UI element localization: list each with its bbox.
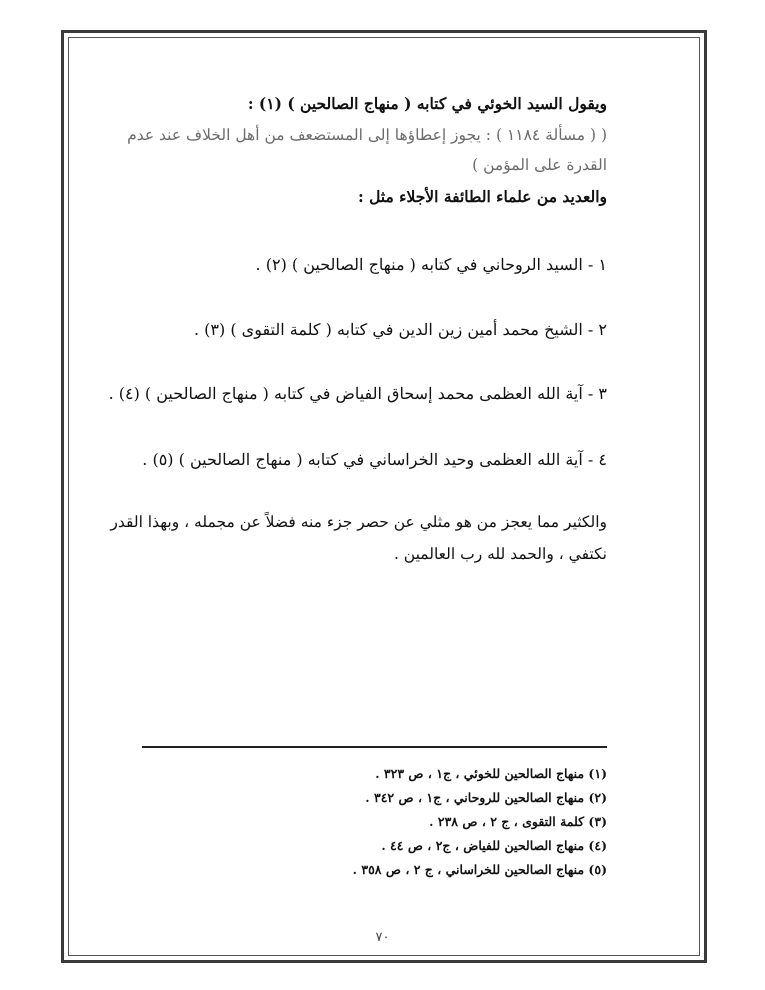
closing-line-2: نكتفي ، والحمد لله رب العالمين . xyxy=(393,545,607,563)
quote-line-2: القدرة على المؤمن ) xyxy=(472,156,607,174)
page-number: ٧٠ xyxy=(375,930,390,945)
scholar-item-1: ١ - السيد الروحاني في كتابه ( منهاج الصالحين ) (٢) . xyxy=(255,255,607,274)
scholar-item-3: ٣ - آية الله العظمى محمد إسحاق الفياض في كتابه ( منهاج الصالحين ) (٤) . xyxy=(108,384,607,403)
footnote-4: (٤) منهاج الصالحين للفياض ، ج٢ ، ص ٤٤ . xyxy=(381,838,607,853)
scholars-intro: والعديد من علماء الطائفة الأجلاء مثل : xyxy=(357,187,607,206)
intro-line: ويقول السيد الخوئي في كتابه ( منهاج الصالحين ) (١) : xyxy=(247,94,607,113)
quote-line-1: ( ( مسألة ١١٨٤ ) : يجوز إعطاؤها إلى المستضعف من أهل الخلاف عند عدم xyxy=(127,126,607,144)
footnote-3: (٣) كلمة التقوى ، ج ٢ ، ص ٢٣٨ . xyxy=(429,814,607,829)
scholar-item-4: ٤ - آية الله العظمى وحيد الخراساني في كتابه ( منهاج الصالحين ) (٥) . xyxy=(142,450,607,469)
scholar-item-2: ٢ - الشيخ محمد أمين زين الدين في كتابه ( كلمة التقوى ) (٣) . xyxy=(194,320,607,339)
footnote-5: (٥) منهاج الصالحين للخراساني ، ج ٢ ، ص ٣٥٨ . xyxy=(352,862,607,877)
footnote-separator xyxy=(142,746,607,748)
footnote-1: (١) منهاج الصالحين للخوئي ، ج١ ، ص ٣٢٣ . xyxy=(375,766,607,781)
closing-line-1: والكثير مما يعجز من هو مثلي عن حصر جزء منه فضلاً عن مجمله ، وبهذا القدر xyxy=(110,513,607,531)
footnote-2: (٢) منهاج الصالحين للروحاني ، ج١ ، ص ٣٤٢ . xyxy=(365,790,607,805)
